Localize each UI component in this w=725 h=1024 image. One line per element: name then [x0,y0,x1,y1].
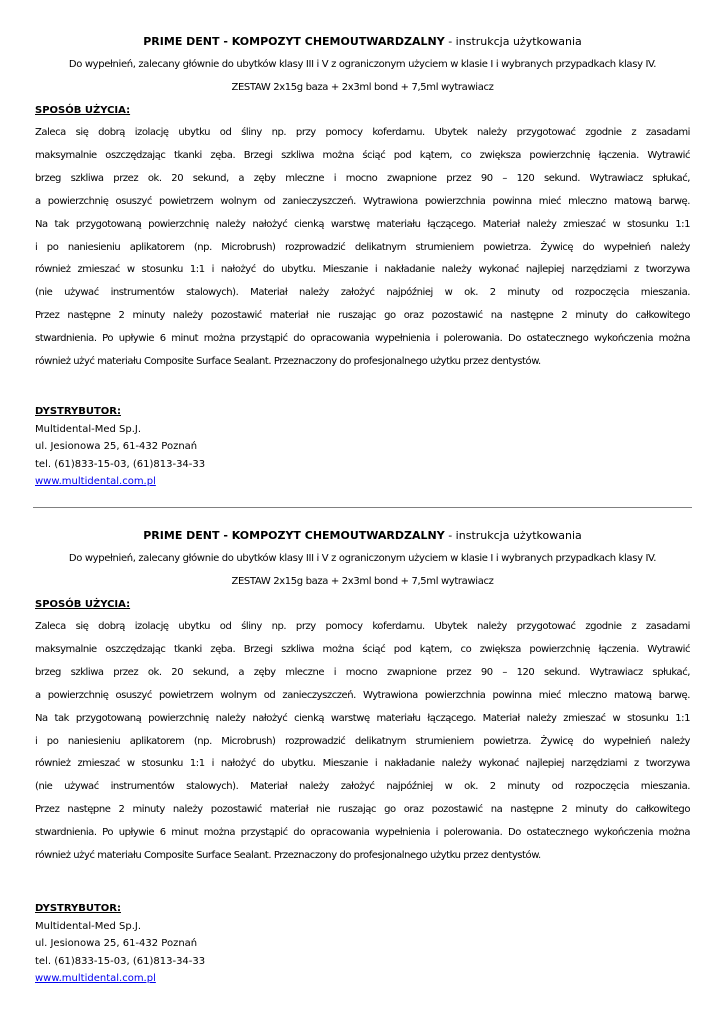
usage-text [35,122,690,374]
usage-line: Przez następne 2 minuty należy pozostawić materiał nie ruszając go oraz pozostawić na następne 2 minuty do całkowitego [35,804,690,816]
usage-line: (nie używać instrumentów stalowych). Materiał należy założyć najpóźniej w ok. 2 minuty od rozpoczęcia mieszania. [35,287,690,299]
usage-line: również użyć materiału Composite Surface Sealant. Przeznaczony do profesjonalnego użytku przez dentystów. [35,356,541,368]
indication-text: Do wypełnień, zalecany głównie do ubytków klasy III i V z ograniczonym użyciem w klasie I i wybranych przypadkach klasy IV. [68,59,657,70]
kit-contents: ZESTAW 2x15g baza + 2x3ml bond + 7,5ml wytrawiacz [231,82,494,93]
title-rest: - instrukcja użytkowania [444,35,582,48]
document-title [0,30,725,53]
usage-line: Zaleca się dobrą izolację ubytku od śliny np. przy pomocy koferdamu. Ubytek należy przygotować zgodnie z zasadami [35,621,690,632]
usage-line: brzeg szkliwa przez ok. 20 sekund, a zęby mleczne i mocno zwapnione przez 90 – 120 sekund. Wytrawiacz spłukać, [35,172,690,184]
usage-line: Zaleca się dobrą izolację ubytku od śliny np. przy pomocy koferdamu. Ubytek należy przygotować zgodnie z zasadami [35,127,690,138]
usage-line: również użyć materiału Composite Surface Sealant. Przeznaczony do profesjonalnego użytku przez dentystów. [35,850,541,862]
usage-line: (nie używać instrumentów stalowych). Materiał należy założyć najpóźniej w ok. 2 minuty od rozpoczęcia mieszania. [35,781,690,793]
distributor-website-link[interactable]: www.multidental.com.pl [35,476,156,487]
distributor-heading: DYSTRYBUTOR: [35,406,121,417]
usage-line: stwardnienia. Po upływie 6 minut można przystąpić do opracowania wypełnienia i polerowania. Do ostatecznego wykończenia można [35,333,690,345]
usage-line: i po naniesieniu aplikatorem (np. Microbrush) rozprowadzić delikatnym strumieniem powietrza. Żywicę do wypełnień należy [35,241,690,253]
usage-line: stwardnienia. Po upływie 6 minut można przystąpić do opracowania wypełnienia i polerowania. Do ostatecznego wykończenia można [35,827,690,839]
usage-line: również zmieszać w stosunku 1:1 i nałożyć do ubytku. Mieszanie i nakładanie należy wykonać najlepiej narzędziami z tworzywa [35,758,690,770]
distributor-address: ul. Jesionowa 25, 61-432 Poznań [35,441,198,452]
distributor-phone: tel. (61)833-15-03, (61)813-34-33 [35,458,206,470]
indication-text: Do wypełnień, zalecany głównie do ubytków klasy III i V z ograniczonym użyciem w klasie I i wybranych przypadkach klasy IV. [68,553,657,564]
usage-line: maksymalnie oszczędzając tkanki zęba. Brzegi szkliwa można ściąć pod kątem, co zwiększa powierzchnię łączenia. Wytrawić [35,149,690,161]
usage-line: a powierzchnię osuszyć powietrzem wolnym od zanieczyszczeń. Wytrawiona powierzchnia powinna mieć mleczno matową barwę. [35,689,690,701]
usage-line: brzeg szkliwa przez ok. 20 sekund, a zęby mleczne i mocno zwapnione przez 90 – 120 sekund. Wytrawiacz spłukać, [35,666,690,678]
usage-line: maksymalnie oszczędzając tkanki zęba. Brzegi szkliwa można ściąć pod kątem, co zwiększa powierzchnię łączenia. Wytrawić [35,643,690,655]
usage-line: a powierzchnię osuszyć powietrzem wolnym od zanieczyszczeń. Wytrawiona powierzchnia powinna mieć mleczno matową barwę. [35,195,690,207]
usage-text [35,616,690,868]
distributor-address: ul. Jesionowa 25, 61-432 Poznań [35,938,198,949]
distributor-block [35,403,205,491]
usage-heading: SPOSÓB UŻYCIA: [35,105,131,116]
distributor-block [35,900,205,988]
usage-line: również zmieszać w stosunku 1:1 i nałożyć do ubytku. Mieszanie i nakładanie należy wykonać najlepiej narzędziami z tworzywa [35,264,690,276]
distributor-heading: DYSTRYBUTOR: [35,903,121,914]
title-rest: - instrukcja użytkowania [444,529,582,542]
section-divider [33,507,692,508]
distributor-website-link[interactable]: www.multidental.com.pl [35,973,156,984]
usage-line: Na tak przygotowaną powierzchnię należy nałożyć cienką warstwę materiału łączącego. Materiał należy zmieszać w stosunku 1:1 [35,218,690,230]
title-bold: PRIME DENT - KOMPOZYT CHEMOUTWARDZALNY [143,529,445,542]
kit-contents: ZESTAW 2x15g baza + 2x3ml bond + 7,5ml wytrawiacz [231,576,494,587]
document-title [0,524,725,547]
usage-line: Na tak przygotowaną powierzchnię należy nałożyć cienką warstwę materiału łączącego. Materiał należy zmieszać w stosunku 1:1 [35,712,690,724]
distributor-name: Multidental-Med Sp.J. [35,423,142,435]
usage-line: i po naniesieniu aplikatorem (np. Microbrush) rozprowadzić delikatnym strumieniem powietrza. Żywicę do wypełnień należy [35,735,690,747]
distributor-name: Multidental-Med Sp.J. [35,920,142,932]
usage-heading: SPOSÓB UŻYCIA: [35,599,131,610]
instruction-copy-top [0,30,725,487]
title-bold: PRIME DENT - KOMPOZYT CHEMOUTWARDZALNY [143,35,445,48]
distributor-phone: tel. (61)833-15-03, (61)813-34-33 [35,955,206,967]
usage-line: Przez następne 2 minuty należy pozostawić materiał nie ruszając go oraz pozostawić na następne 2 minuty do całkowitego [35,310,690,322]
instruction-copy-bottom [0,524,725,984]
